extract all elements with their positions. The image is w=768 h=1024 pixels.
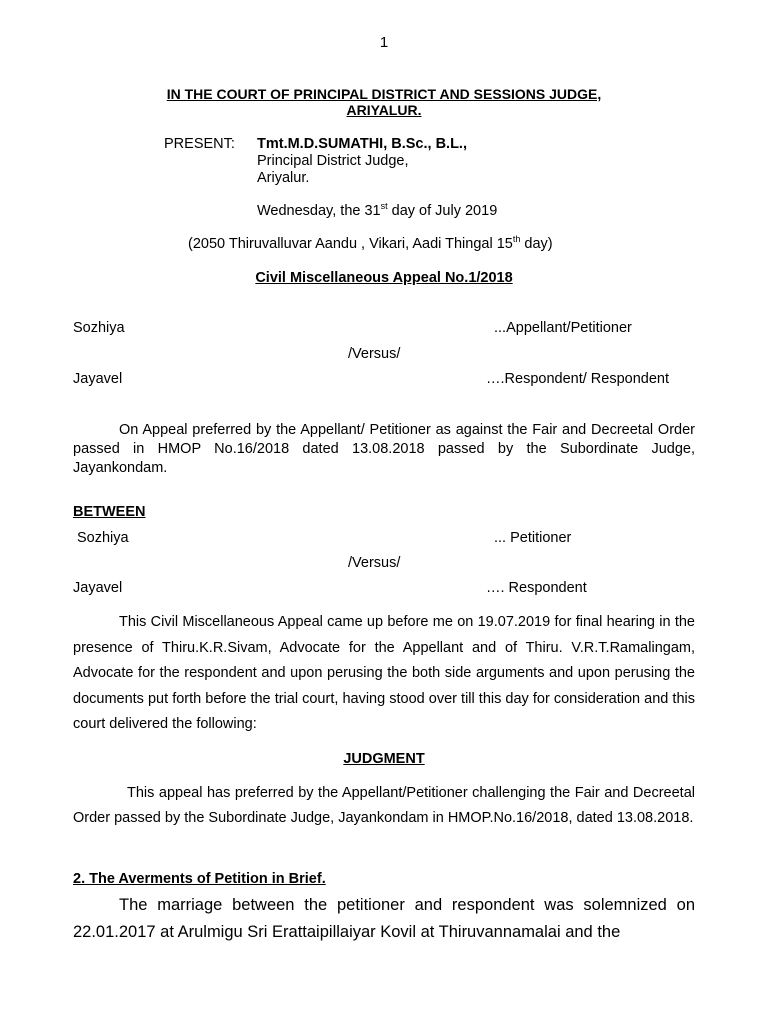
party-appellant: Sozhiya (73, 320, 125, 336)
judge-designation: Principal District Judge, (257, 153, 409, 169)
present-label: PRESENT: (164, 136, 235, 152)
court-title-line1: IN THE COURT OF PRINCIPAL DISTRICT AND SESSIONS JUDGE, (166, 86, 602, 102)
judge-name: Tmt.M.D.SUMATHI, B.Sc., B.L., (257, 136, 467, 152)
between-petitioner-role: ... Petitioner (494, 530, 572, 546)
versus-top: /Versus/ (348, 346, 401, 362)
between-party-petitioner: Sozhiya (77, 530, 129, 546)
appeal-paragraph: On Appeal preferred by the Appellant/ Petitioner as against the Fair and Decreetal Order passed in HMOP No.16/2018 dated 13.08.2018 passed by the Subordinate Judge, Jayankondam. (73, 422, 695, 476)
judge-place: Ariyalur. (257, 170, 310, 186)
section2-paragraph: The marriage between the petitioner and respondent was solemnized on 22.01.2017 at Arulmigu Sri Erattaipillaiyar Kovil at Thiruvannamalai and the (73, 896, 695, 941)
page-number: 1 (379, 34, 389, 51)
party-appellant-role: ...Appellant/Petitioner (494, 320, 632, 336)
section2-heading: 2. The Averments of Petition in Brief. (73, 871, 326, 887)
case-title: Civil Miscellaneous Appeal No.1/2018 (255, 270, 513, 286)
court-title-line2: ARIYALUR. (346, 102, 422, 118)
judgment-heading: JUDGMENT (343, 751, 425, 767)
judgment-paragraph: This appeal has preferred by the Appellant/Petitioner challenging the Fair and Decreetal Order passed by the Subordinate Judge, Jayankondam in HMOP.No.16/2018, dated 13.08.2018. (73, 785, 695, 826)
versus-between: /Versus/ (348, 555, 401, 571)
judgment-date: Wednesday, the 31st day of July 2019 (257, 201, 498, 219)
between-party-respondent: Jayavel (73, 580, 123, 596)
party-respondent: Jayavel (73, 371, 123, 387)
between-respondent-role: …. Respondent (486, 580, 587, 596)
between-heading: BETWEEN (73, 504, 146, 520)
party-respondent-role: ….Respondent/ Respondent (486, 371, 669, 387)
tamil-calendar-date: (2050 Thiruvalluvar Aandu , Vikari, Aadi Thingal 15th day) (188, 234, 553, 252)
hearing-paragraph: This Civil Miscellaneous Appeal came up before me on 19.07.2019 for final hearing in the presence of Thiru.K.R.Sivam, Advocate for the Appellant and of Thiru. V.R.T.Ramalingam, Advocate for the respondent and upon perusing the both side arguments and upon perusing the documents put forth before the trial court, having stood over till this day for consideration and this court delivered the following: (73, 614, 695, 732)
